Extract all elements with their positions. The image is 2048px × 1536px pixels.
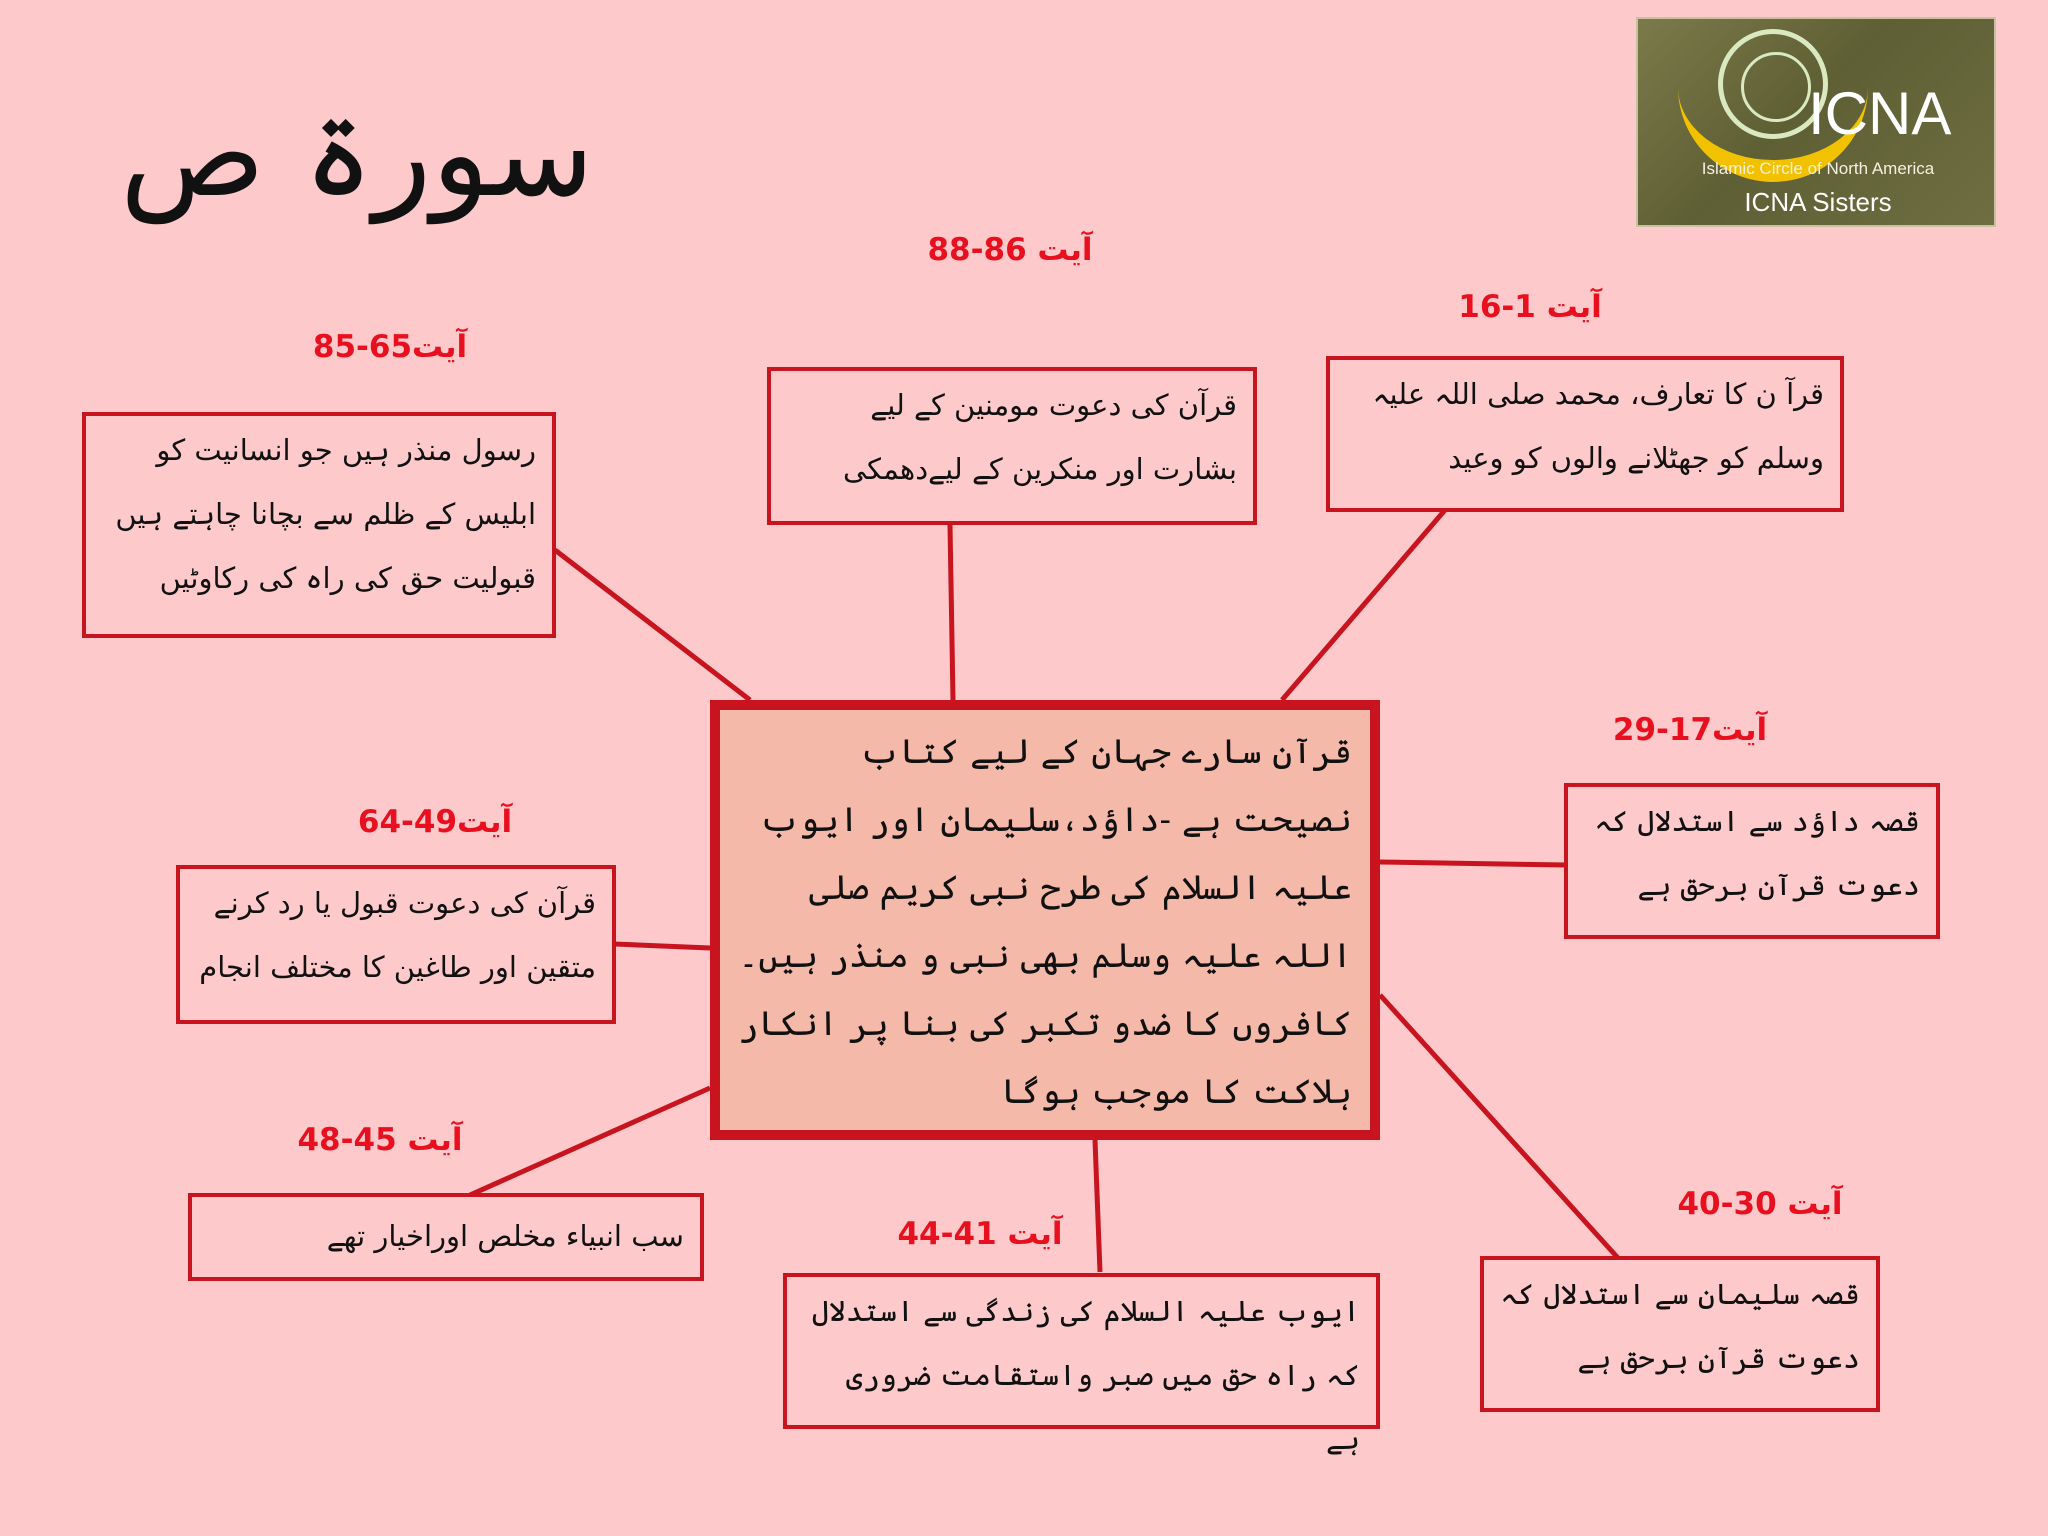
connector-ayat-41-44 [1095, 1140, 1100, 1272]
logo-name: ICNA [1808, 80, 1952, 147]
connector-ayat-45-48 [470, 1088, 710, 1195]
logo-subtitle: Islamic Circle of North America [1701, 159, 1935, 178]
node-ayat-17-29: قصہ داؤد سے استدلال کہ دعوت قرآن برحق ہے [1564, 783, 1940, 939]
label-ayat-86-88: آیت 86-88 [927, 232, 1093, 268]
label-ayat-49-64: آیت49-64 [357, 804, 513, 840]
connector-ayat-86-88 [950, 525, 953, 700]
node-ayat-41-44: ایوب علیہ السلام کی زندگی سے استدلال کہ راہ حق میں صبر واستقامت ضروری ہے [783, 1273, 1380, 1429]
center-summary-box: قرآن سارے جہان کے لیے کتاب نصیحت ہے -داؤد،سلیمان اور ایوب علیہ السلام کی طرح نبی کریم صلی اللہ علیہ وسلم بھی نبی و منذر ہیں۔ کافروں کا ضدو تکبر کی بنا پر انکار ہلاکت کا موجب ہوگا [710, 700, 1380, 1140]
node-ayat-45-48: سب انبیاء مخلص اوراخیار تھے [188, 1193, 704, 1281]
label-ayat-17-29: آیت17-29 [1612, 712, 1768, 748]
node-ayat-65-85: رسول منذر ہیں جو انسانیت کو ابلیس کے ظلم سے بچانا چاہتے ہیں قبولیت حق کی راہ کی رکاوٹیں [82, 412, 556, 638]
node-ayat-30-40: قصہ سلیمان سے استدلال کہ دعوت قرآن برحق ہے [1480, 1256, 1880, 1412]
label-ayat-41-44: آیت 41-44 [897, 1216, 1063, 1252]
connector-ayat-1-16 [1282, 510, 1445, 700]
label-ayat-30-40: آیت 30-40 [1677, 1186, 1843, 1222]
label-ayat-1-16: آیت 1-16 [1458, 289, 1602, 325]
logo-tagline: ICNA Sisters [1744, 187, 1892, 217]
node-ayat-86-88: قرآن کی دعوت مومنین کے لیے بشارت اور منکرین کے لیےدھمکی [767, 367, 1257, 525]
connector-ayat-65-85 [555, 550, 750, 700]
connector-ayat-49-64 [614, 944, 710, 948]
page-title: سورۃ ص [120, 85, 595, 224]
label-ayat-65-85: آیت65-85 [312, 329, 468, 365]
label-ayat-45-48: آیت 45-48 [297, 1122, 463, 1158]
node-ayat-49-64: قرآن کی دعوت قبول یا رد کرنے متقین اور طاغین کا مختلف انجام [176, 865, 616, 1024]
connector-ayat-17-29 [1380, 862, 1566, 865]
icna-logo [1636, 17, 1996, 227]
connector-ayat-30-40 [1380, 995, 1618, 1258]
node-ayat-1-16: قرآ ن کا تعارف، محمد صلی اللہ علیہ وسلم کو جھٹلانے والوں کو وعید [1326, 356, 1844, 512]
